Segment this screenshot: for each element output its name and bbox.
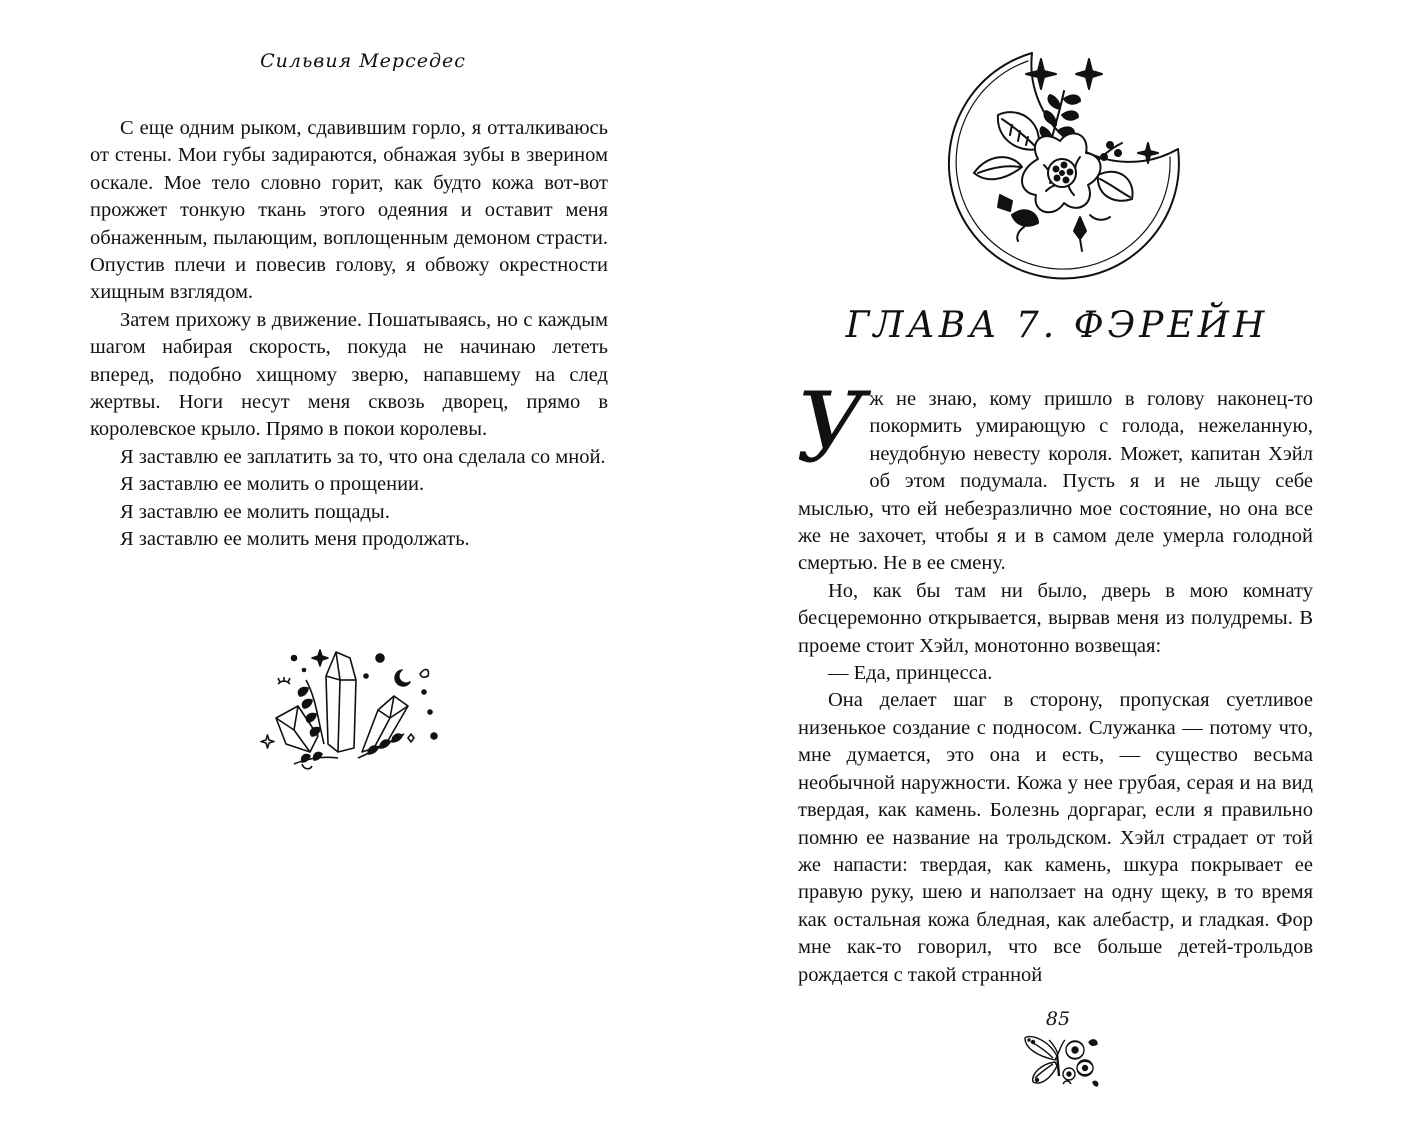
paragraph: Я заставлю ее заплатить за то, что она сделала со мной. (120, 445, 606, 468)
right-page (703, 0, 1407, 1125)
crystal-cluster-ornament-icon (258, 640, 443, 780)
paragraph: Я заставлю ее молить о прощении. (120, 473, 425, 496)
paragraph: С еще одним рыком, сдавившим горло, я отталкиваюсь от стены. Мои губы задираются, обнажая зубы в зверином оскале. Мое тело словно горит, как будто кожа вот-вот прожжет тонкую ткань этого одеяния и оставит меня обнаженным, пылающим, воплощенным демоном страсти. Опустив плечи и повесив голову, я обвожу окрестности хищным взглядом. (90, 117, 608, 304)
page-number: 85 (1045, 1008, 1071, 1030)
right-page-text (796, 372, 1313, 989)
paragraph: Но, как бы там ни было, дверь в мою комнату бесцеремонно открывается, вырвав меня из полудремы. В проеме стоит Хэйл, монотонно возвещая: (798, 579, 1313, 657)
first-paragraph-text: ж не знаю, кому пришло в голову наконец-то покормить умирающую с голода, нежеланную, неудобную невесту короля. Может, капитан Хэйл об этом подумала. Пусть я и не льщу себе мыслью, что ей небезразлично мое состояние, но она все же не захочет, чтобы я и в самом деле умерла голодной смертью. Не в ее смену. (798, 388, 1313, 575)
paragraph: Она делает шаг в сторону, пропуская суетливое низенькое создание с подносом. Служанка — потому что, мне думается, это она и есть, — существо весьма необычной наружности. Кожа у нее грубая, серая и на вид твердая, как камень. Болезнь доргараг, если я правильно помню ее название на трольдском. Хэйл страдает от той же напасти: твердая, как камень, шкура покрывает ее правую руку, шею и наползает на одну щеку, в то время как остальная кожа бледная, как алебастр, и гладкая. Фор мне как-то говорил, что все больше детей-трольдов рождается с такой странной (798, 689, 1313, 986)
butterfly-flowers-ornament-icon (1023, 1032, 1101, 1090)
paragraph: Затем прихожу в движение. Пошатываясь, но с каждым шагом набирая скорость, покуда не начинаю лететь вперед, подобно хищному зверю, напавшему на след жертвы. Ноги несут меня сквозь дворец, прямо в королевское крыло. Прямо в покои королевы. (90, 308, 608, 441)
left-page-text (90, 115, 608, 554)
paragraph: Я заставлю ее молить меня продолжать. (120, 528, 470, 551)
running-head: Сильвия Мерседес (260, 50, 466, 72)
paragraph: Я заставлю ее молить пощады. (120, 500, 390, 523)
chapter-title: ГЛАВА 7. ФЭРЕЙН (845, 305, 1269, 346)
left-page (0, 0, 703, 1125)
paragraph: — Еда, принцесса. (828, 662, 993, 685)
crescent-moon-flower-ornament-icon (940, 45, 1182, 280)
drop-cap: У (796, 372, 866, 484)
first-paragraph (796, 372, 1313, 578)
